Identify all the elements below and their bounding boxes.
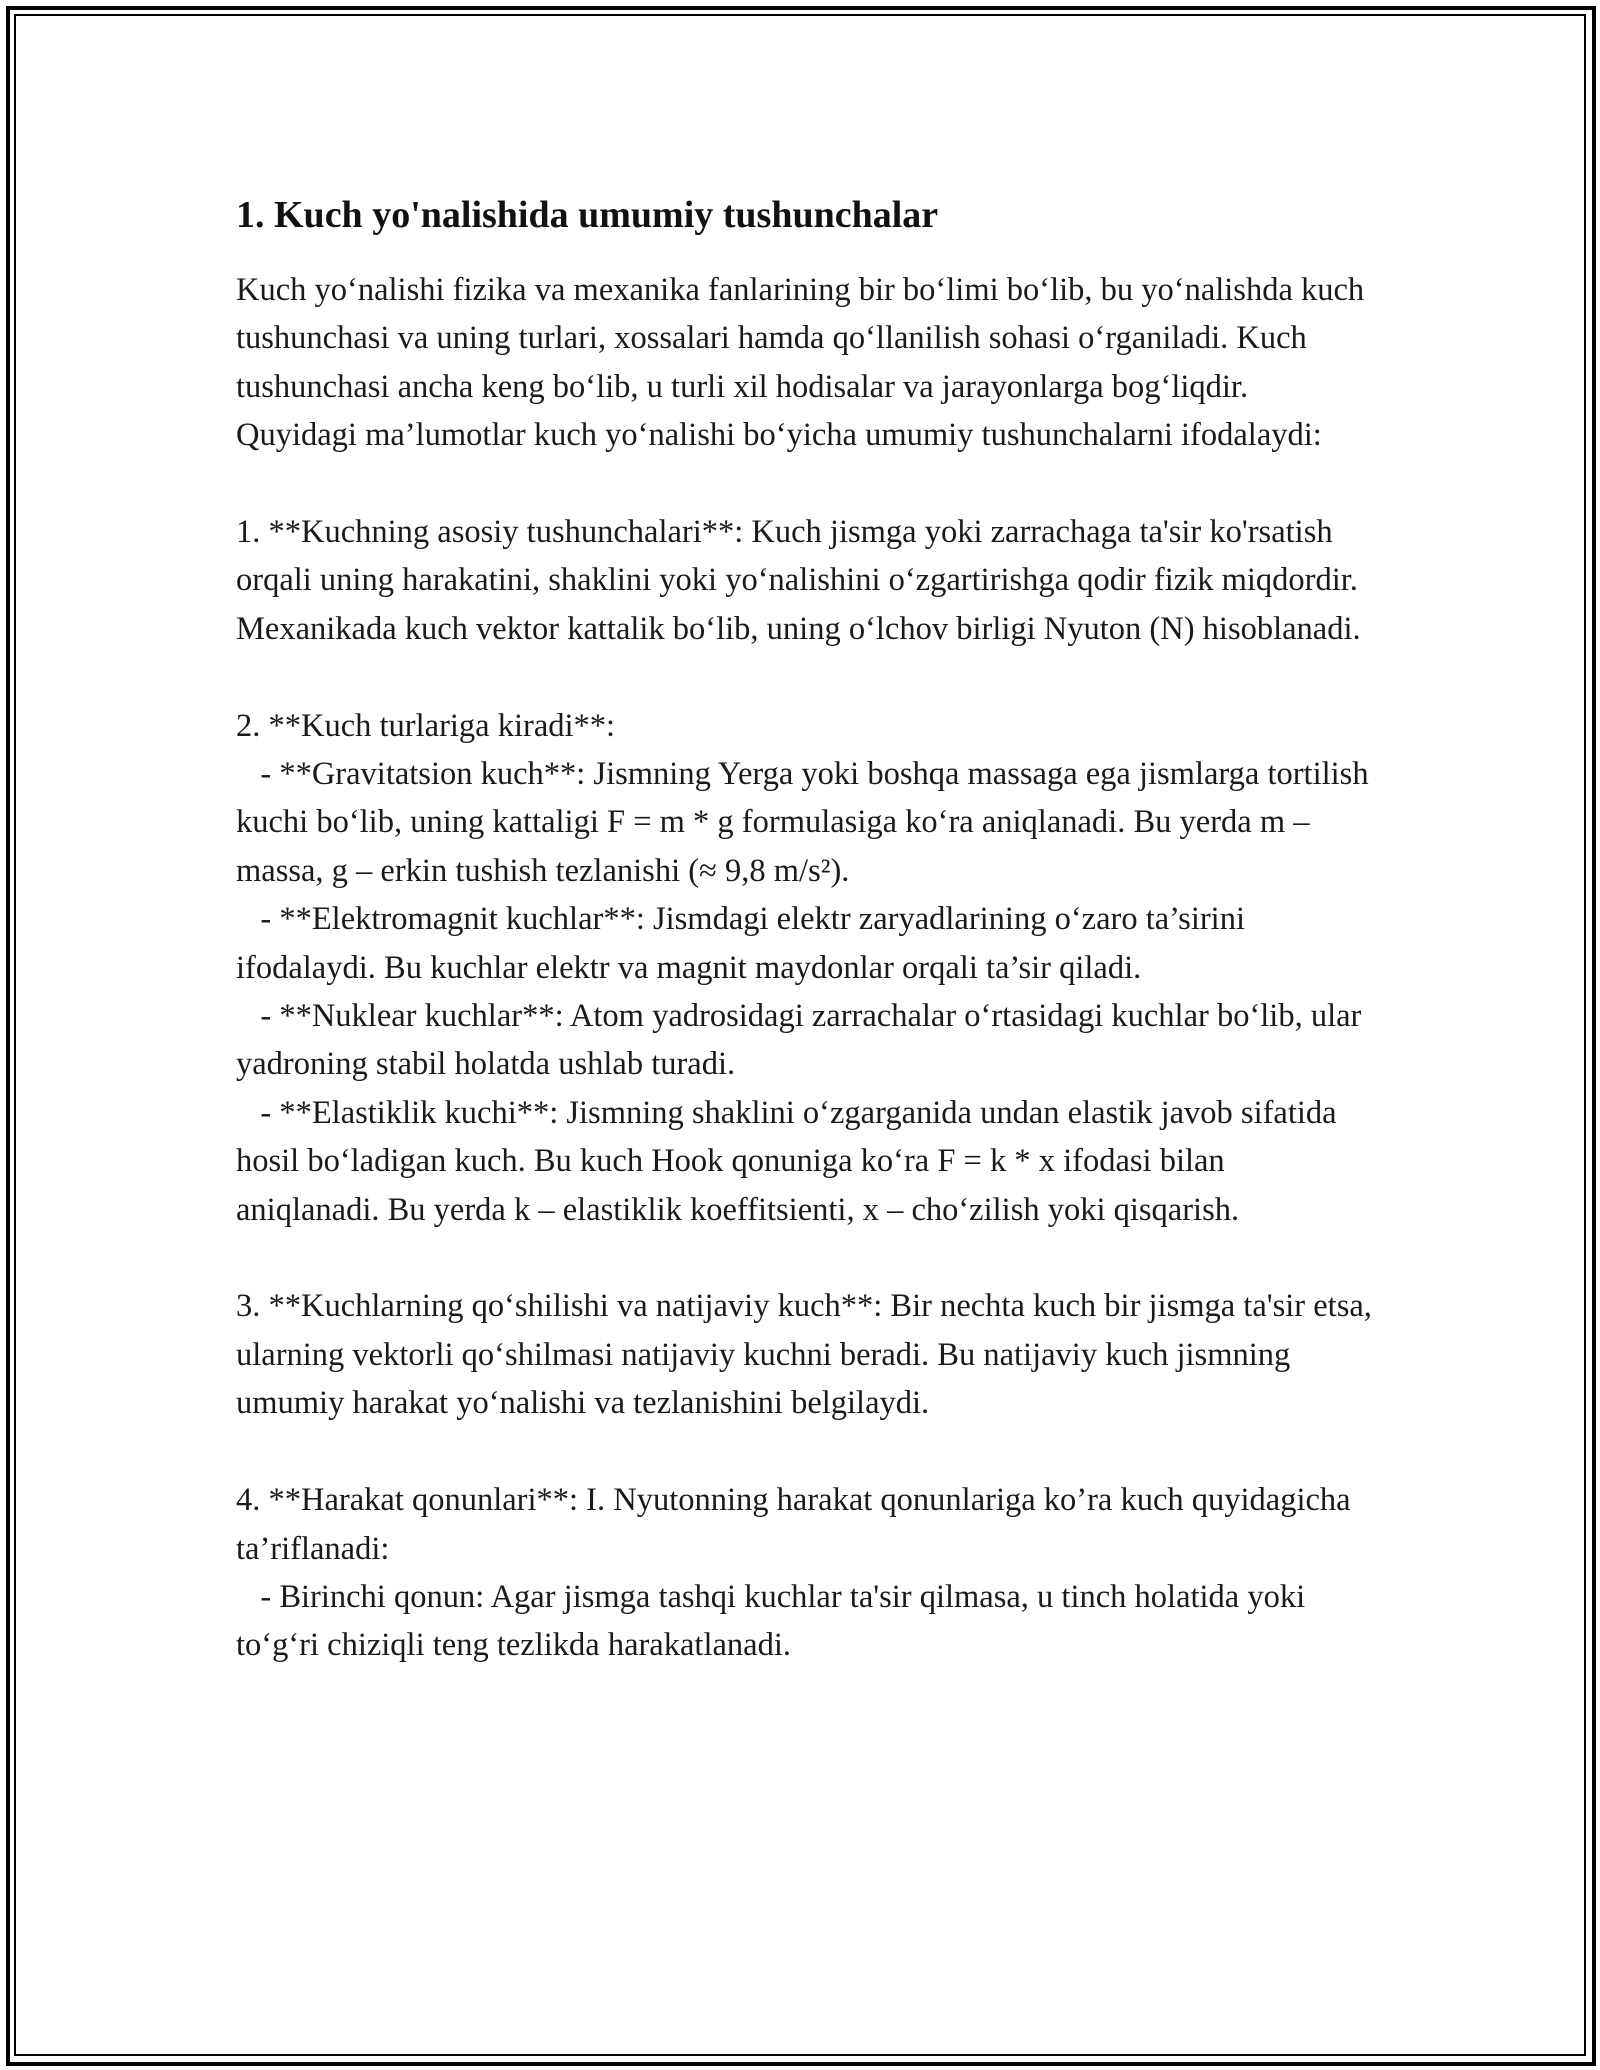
paragraph-gap: [236, 460, 1376, 508]
section-4-heading: 4. **Harakat qonunlari**: I. Nyutonning harakat qonunlariga ko’ra kuch quyidagicha ta’riflanadi:: [236, 1482, 1351, 1567]
section-2-heading: 2. **Kuch turlariga kiradi**:: [236, 707, 616, 744]
intro-paragraph: Kuch yo‘nalishi fizika va mexanika fanlarining bir bo‘limi bo‘lib, bu yo‘nalishda kuch tushunchasi va uning turlari, xossalari hamda qo‘llanilish sohasi o‘rganiladi. Kuch tushunchasi ancha keng bo‘lib, u turli xil hodisalar va jarayonlarga bog‘liqdir. Quyidagi ma’lumotlar kuch yo‘nalishi bo‘yicha umumiy tushunchalarni ifodalaydi:: [236, 272, 1365, 454]
section-3-paragraph: 3. **Kuchlarning qo‘shilishi va natijaviy kuch**: Bir nechta kuch bir jismga ta'sir etsa, ularning vektorli qo‘shilmasi natijaviy kuchni beradi. Bu natijaviy kuch jismning umumiy harakat yo‘nalishi va tezlanishini belgilaydi.: [236, 1288, 1372, 1422]
list-item-gravitational-force: - **Gravitatsion kuch**: Jismning Yerga yoki boshqa massaga ega jismlarga tortilish kuchi bo‘lib, uning kattaligi F = m * g formulasiga ko‘ra aniqlanadi. Bu yerda m – massa, g – erkin tushish tezlanishi (≈ 9,8 m/s²).: [236, 756, 1377, 889]
list-item-first-law: - Birinchi qonun: Agar jismga tashqi kuchlar ta'sir qilmasa, u tinch holatida yoki to‘g‘ri chiziqli teng tezlikda harakatlanadi.: [236, 1578, 1314, 1664]
paragraph-gap: [236, 1428, 1376, 1476]
document-title: 1. Kuch yo'nalishida umumiy tushunchalar: [236, 194, 939, 236]
document-body: [236, 186, 1376, 1670]
list-item-nuclear-force: - **Nuklear kuchlar**: Atom yadrosidagi zarrachalar o‘rtasidagi kuchlar bo‘lib, ular yadroning stabil holatda ushlab turadi.: [236, 998, 1370, 1083]
paragraph-gap: [236, 1234, 1376, 1282]
section-1-paragraph: 1. **Kuchning asosiy tushunchalari**: Kuch jismga yoki zarrachaga ta'sir ko'rsatish orqali uning harakatini, shaklini yoki yo‘nalishini o‘zgartirishga qodir fizik miqdordir. Mexanikada kuch vektor kattalik bo‘lib, uning o‘lchov birligi Nyuton (N) hisoblanadi.: [236, 514, 1361, 647]
list-item-elastic-force: - **Elastiklik kuchi**: Jismning shaklini o‘zgarganida undan elastik javob sifatida hosil bo‘ladigan kuch. Bu kuch Hook qonuniga ko‘ra F = k * x ifodasi bilan aniqlanadi. Bu yerda k – elastiklik koeffitsienti, x – cho‘zilish yoki qisqarish.: [236, 1094, 1345, 1228]
paragraph-gap: [236, 653, 1376, 701]
list-item-electromagnetic-force: - **Elektromagnit kuchlar**: Jismdagi elektr zaryadlarining o‘zaro ta’sirini ifodalaydi. Bu kuchlar elektr va magnit maydonlar orqali ta’sir qiladi.: [236, 901, 1254, 986]
